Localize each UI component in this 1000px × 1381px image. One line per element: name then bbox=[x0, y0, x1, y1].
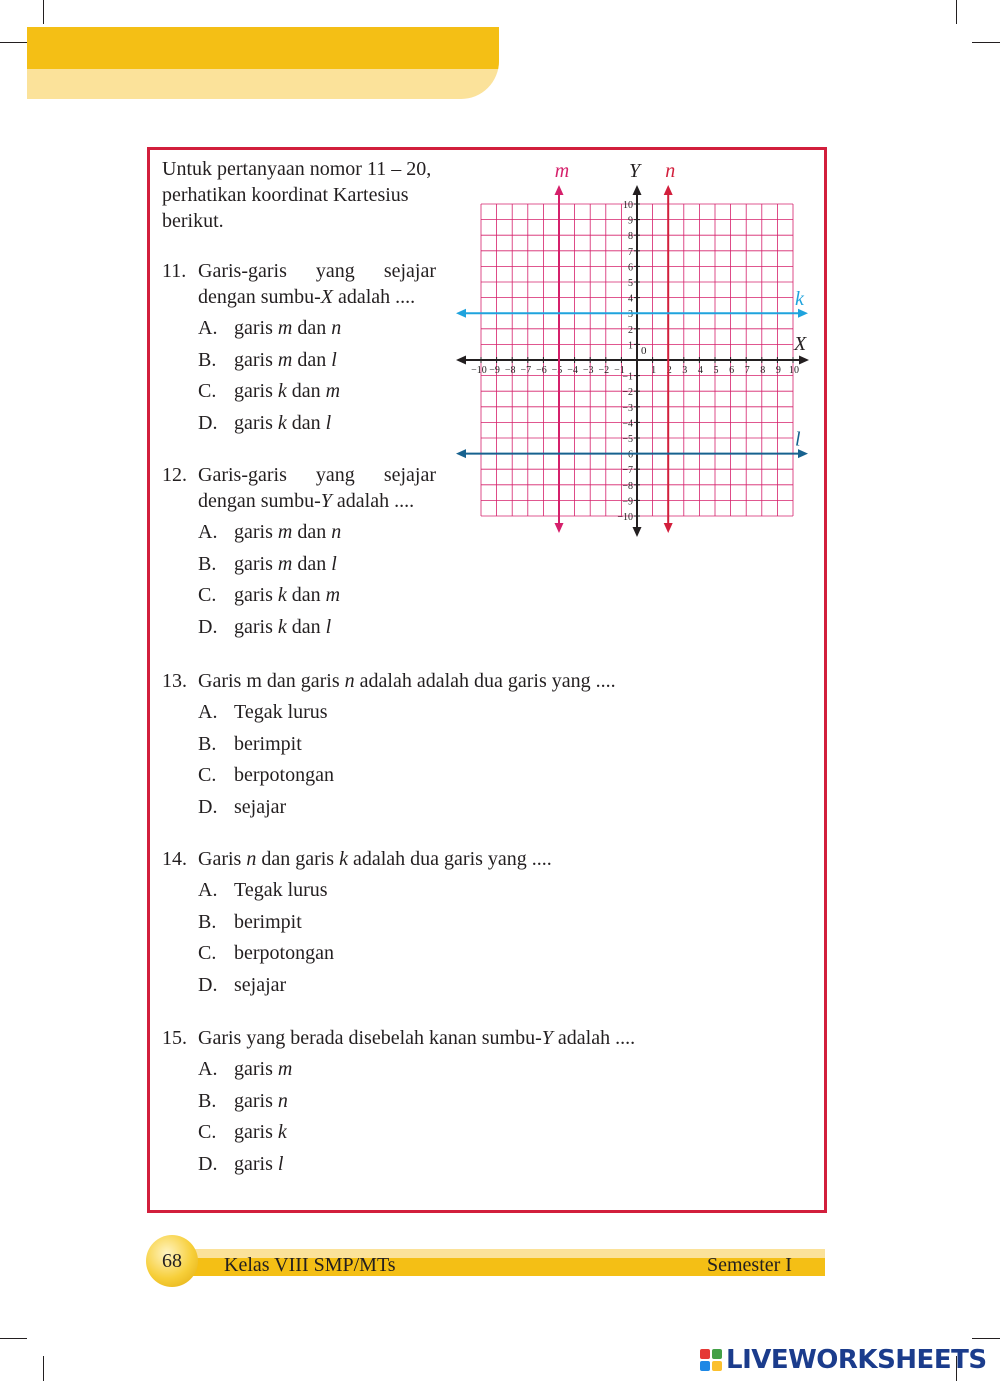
text-segment: Tegak lurus bbox=[234, 879, 328, 901]
answer-option[interactable] bbox=[162, 1086, 782, 1118]
option-letter: D. bbox=[198, 795, 218, 818]
chapter-header-band bbox=[27, 27, 499, 99]
line-l-label: l bbox=[795, 428, 801, 451]
question-text bbox=[198, 258, 436, 310]
option-letter: A. bbox=[198, 879, 218, 901]
option-letter: C. bbox=[198, 1121, 217, 1143]
option-text bbox=[234, 349, 337, 371]
text-segment: adalah .... bbox=[331, 490, 415, 512]
crop-mark bbox=[0, 1338, 27, 1339]
option-text bbox=[234, 796, 286, 818]
math-variable: Y bbox=[541, 1027, 553, 1049]
answer-option[interactable] bbox=[162, 938, 782, 970]
option-letter: C. bbox=[198, 380, 217, 402]
question-15 bbox=[162, 1025, 782, 1180]
y-tick-label: −10 bbox=[617, 512, 633, 523]
text-segment: berimpit bbox=[234, 910, 302, 933]
crop-mark bbox=[956, 0, 957, 24]
y-tick-label: 10 bbox=[623, 200, 633, 211]
y-tick-label: −3 bbox=[622, 402, 633, 414]
answer-option[interactable] bbox=[162, 580, 436, 612]
text-segment: garis bbox=[234, 1152, 278, 1175]
option-text bbox=[234, 317, 341, 339]
text-segment: garis bbox=[234, 1058, 278, 1080]
text-segment: adalah .... bbox=[332, 286, 416, 308]
math-variable: m bbox=[325, 584, 341, 606]
liveworksheets-logo bbox=[700, 1346, 987, 1374]
question-stem bbox=[162, 1025, 782, 1051]
option-text bbox=[234, 521, 341, 543]
math-variable: k bbox=[277, 1121, 287, 1143]
question-text bbox=[198, 846, 782, 872]
text-segment: Garis yang berada disebelah kanan sumbu- bbox=[198, 1027, 542, 1049]
option-letter: B. bbox=[198, 910, 217, 933]
text-segment: dan bbox=[292, 317, 332, 339]
text-segment: dan bbox=[286, 411, 326, 434]
line-m-arrow bbox=[555, 185, 564, 195]
text-segment: berpotongan bbox=[234, 942, 334, 964]
text-segment: garis bbox=[234, 380, 278, 402]
option-letter: B. bbox=[198, 732, 217, 755]
math-variable: k bbox=[339, 848, 348, 870]
math-variable: n bbox=[331, 317, 342, 339]
text-segment: garis bbox=[234, 521, 278, 543]
option-letter: A. bbox=[198, 521, 218, 543]
text-segment: berpotongan bbox=[234, 764, 334, 786]
x-tick-label: 9 bbox=[775, 365, 781, 376]
option-letter: C. bbox=[198, 584, 217, 606]
question-text bbox=[198, 668, 782, 694]
x-tick-label: 5 bbox=[713, 365, 719, 376]
answer-option[interactable] bbox=[162, 313, 436, 345]
text-segment: adalah .... bbox=[552, 1027, 636, 1049]
y-tick-label: −8 bbox=[622, 480, 633, 492]
text-segment: adalah adalah dua garis yang .... bbox=[354, 670, 616, 692]
question-14 bbox=[162, 846, 782, 1001]
math-variable: m bbox=[277, 1058, 293, 1080]
text-segment: garis bbox=[234, 1121, 278, 1143]
text-segment: adalah dua garis yang .... bbox=[347, 848, 552, 870]
x-axis-label: X bbox=[794, 333, 807, 355]
y-tick-label: 5 bbox=[628, 278, 633, 289]
text-segment: garis bbox=[234, 411, 278, 434]
crop-mark bbox=[43, 0, 44, 24]
text-segment: dan bbox=[286, 584, 326, 606]
x-axis-arrow bbox=[799, 356, 809, 365]
answer-option[interactable] bbox=[162, 875, 782, 907]
x-tick-label: −10 bbox=[471, 365, 487, 376]
x-tick-label: 10 bbox=[789, 365, 799, 376]
y-tick-label: −1 bbox=[622, 371, 633, 383]
option-letter: A. bbox=[198, 317, 218, 339]
option-text bbox=[234, 616, 331, 638]
line-k-arrow bbox=[456, 309, 466, 318]
question-13 bbox=[162, 668, 782, 823]
option-letter: D. bbox=[198, 973, 218, 996]
option-letter: D. bbox=[198, 615, 218, 638]
math-variable: m bbox=[277, 348, 293, 371]
math-variable: k bbox=[277, 584, 287, 606]
line-n-arrow bbox=[664, 523, 673, 533]
option-text bbox=[234, 911, 302, 933]
text-segment: garis bbox=[234, 615, 278, 638]
x-axis-arrow bbox=[456, 356, 466, 365]
x-tick-label: −6 bbox=[536, 365, 547, 376]
x-tick-label: 3 bbox=[682, 365, 688, 376]
text-segment: Tegak lurus bbox=[234, 701, 328, 723]
x-tick-label: 7 bbox=[744, 365, 750, 376]
x-tick-label: 8 bbox=[760, 365, 766, 376]
x-tick-label: −8 bbox=[504, 365, 516, 376]
answer-option[interactable] bbox=[162, 549, 436, 581]
math-variable: Y bbox=[320, 490, 332, 512]
x-tick-label: 4 bbox=[697, 365, 703, 376]
y-tick-label: 6 bbox=[628, 262, 633, 274]
question-number: 11. bbox=[162, 260, 187, 282]
question-number: 15. bbox=[162, 1027, 187, 1049]
answer-option[interactable] bbox=[162, 376, 436, 408]
option-text bbox=[234, 1121, 287, 1143]
option-text bbox=[234, 553, 337, 575]
text-segment: berimpit bbox=[234, 732, 302, 755]
x-tick-label: −5 bbox=[551, 365, 563, 376]
math-variable: k bbox=[277, 411, 287, 434]
y-tick-label: −5 bbox=[622, 434, 633, 445]
option-text bbox=[234, 1058, 292, 1080]
intro-text: Untuk pertanyaan nomor 11 – 20, perhatikan koordinat Kartesius berikut. bbox=[162, 158, 432, 232]
question-number: 14. bbox=[162, 848, 187, 870]
answer-option[interactable] bbox=[162, 760, 782, 792]
x-tick-label: −4 bbox=[567, 365, 578, 376]
text-segment: dan bbox=[292, 552, 332, 575]
option-text bbox=[234, 974, 286, 996]
y-tick-label: −2 bbox=[622, 387, 633, 399]
footer-semester-label: Semester I bbox=[707, 1254, 792, 1276]
question-12 bbox=[162, 462, 436, 643]
option-letter: A. bbox=[198, 701, 218, 723]
text-segment: Garis-garis yang sejajar dengan sumbu- bbox=[198, 464, 436, 512]
text-segment: dan bbox=[286, 615, 326, 638]
text-segment: garis bbox=[234, 552, 278, 575]
text-segment: Garis m dan garis bbox=[198, 670, 345, 692]
answer-option[interactable] bbox=[162, 1054, 782, 1086]
answer-options bbox=[162, 313, 436, 439]
math-variable: k bbox=[277, 380, 287, 402]
line-n-label: n bbox=[665, 160, 676, 182]
option-letter: D. bbox=[198, 1152, 218, 1175]
text-segment: Garis-garis yang sejajar dengan sumbu- bbox=[198, 260, 436, 308]
y-tick-label: 3 bbox=[628, 309, 633, 321]
x-tick-label: −7 bbox=[520, 365, 532, 376]
x-tick-label: 6 bbox=[729, 365, 735, 376]
text-segment: garis bbox=[234, 348, 278, 371]
text-segment: dan bbox=[292, 521, 332, 543]
x-tick-label: −3 bbox=[582, 365, 594, 376]
option-text bbox=[234, 942, 334, 964]
option-text bbox=[234, 1090, 288, 1112]
question-text bbox=[198, 1025, 782, 1051]
crop-mark bbox=[0, 42, 27, 43]
question-stem bbox=[162, 846, 782, 872]
cartesian-graph bbox=[440, 155, 815, 540]
answer-option[interactable] bbox=[162, 729, 782, 761]
text-segment: garis bbox=[234, 584, 278, 606]
answer-option[interactable] bbox=[162, 792, 782, 824]
y-tick-label: 4 bbox=[628, 293, 633, 305]
answer-options bbox=[162, 875, 782, 1001]
x-tick-label: 2 bbox=[666, 365, 672, 376]
text-segment: dan garis bbox=[256, 848, 340, 870]
math-variable: n bbox=[344, 670, 355, 692]
answer-options bbox=[162, 1054, 782, 1180]
math-variable: n bbox=[277, 1089, 288, 1112]
crop-mark bbox=[972, 42, 1000, 43]
crop-mark bbox=[43, 1356, 44, 1381]
question-stem bbox=[162, 462, 436, 514]
x-tick-label: −1 bbox=[614, 365, 625, 376]
x-tick-label: −2 bbox=[598, 365, 610, 376]
y-tick-label: 7 bbox=[628, 246, 633, 258]
brand-name: LIVEWORKSHEETS bbox=[726, 1345, 987, 1375]
answer-option[interactable] bbox=[162, 907, 782, 939]
math-variable: l bbox=[325, 411, 332, 434]
option-text bbox=[234, 380, 340, 402]
text-segment: Garis bbox=[198, 848, 247, 870]
answer-option[interactable] bbox=[162, 517, 436, 549]
math-variable: n bbox=[246, 848, 257, 870]
text-segment: sejajar bbox=[234, 795, 287, 818]
option-letter: B. bbox=[198, 552, 217, 575]
line-k-label: k bbox=[795, 288, 804, 311]
option-text bbox=[234, 764, 334, 786]
answer-option[interactable] bbox=[162, 345, 436, 377]
math-variable: l bbox=[325, 615, 332, 638]
y-axis-arrow bbox=[633, 185, 642, 195]
option-text bbox=[234, 879, 328, 901]
math-variable: m bbox=[277, 521, 293, 543]
math-variable: l bbox=[277, 1152, 284, 1175]
math-variable: k bbox=[277, 615, 287, 638]
footer-class-label: Kelas VIII SMP/MTs bbox=[224, 1254, 396, 1276]
question-stem bbox=[162, 258, 436, 310]
math-variable: l bbox=[331, 348, 337, 371]
answer-option[interactable] bbox=[162, 697, 782, 729]
option-letter: C. bbox=[198, 942, 217, 964]
question-stem bbox=[162, 668, 782, 694]
y-axis-arrow bbox=[633, 527, 642, 537]
line-m-arrow bbox=[555, 523, 564, 533]
y-tick-label: −7 bbox=[622, 465, 633, 477]
answer-option[interactable] bbox=[162, 1149, 782, 1181]
text-segment: dan bbox=[286, 380, 326, 402]
crop-mark bbox=[972, 1338, 1000, 1339]
answer-option[interactable] bbox=[162, 612, 436, 644]
math-variable: m bbox=[277, 552, 293, 575]
text-segment: sejajar bbox=[234, 973, 287, 996]
question-number: 12. bbox=[162, 464, 187, 486]
option-letter: C. bbox=[198, 764, 217, 786]
text-segment: garis bbox=[234, 1089, 278, 1112]
option-letter: B. bbox=[198, 1089, 217, 1112]
answer-options bbox=[162, 697, 782, 823]
y-tick-label: −4 bbox=[622, 418, 633, 430]
y-tick-label: 9 bbox=[628, 215, 633, 227]
y-axis-label: Y bbox=[629, 160, 641, 182]
question-text bbox=[198, 462, 436, 514]
option-text bbox=[234, 1153, 283, 1175]
math-variable: l bbox=[331, 552, 337, 575]
answer-options bbox=[162, 517, 436, 643]
x-tick-label: 1 bbox=[651, 365, 657, 376]
origin-label: 0 bbox=[641, 345, 647, 357]
math-variable: n bbox=[331, 521, 342, 543]
answer-option[interactable] bbox=[162, 1117, 782, 1149]
y-tick-label: −6 bbox=[622, 449, 633, 461]
option-letter: D. bbox=[198, 411, 218, 434]
line-l-arrow bbox=[456, 449, 466, 458]
line-m-label: m bbox=[554, 160, 570, 182]
option-text bbox=[234, 701, 328, 723]
question-11 bbox=[162, 258, 436, 439]
x-tick-label: −9 bbox=[489, 365, 500, 376]
math-variable: m bbox=[325, 380, 341, 402]
question-number: 13. bbox=[162, 670, 187, 692]
answer-option[interactable] bbox=[162, 408, 436, 440]
line-n-arrow bbox=[664, 185, 673, 195]
option-text bbox=[234, 412, 331, 434]
answer-option[interactable] bbox=[162, 970, 782, 1002]
option-letter: A. bbox=[198, 1058, 218, 1080]
y-tick-label: 1 bbox=[628, 340, 633, 352]
y-tick-label: −9 bbox=[622, 496, 633, 508]
y-tick-label: 2 bbox=[628, 324, 633, 336]
option-letter: B. bbox=[198, 348, 217, 371]
option-text bbox=[234, 584, 340, 606]
logo-icon bbox=[700, 1349, 722, 1371]
math-variable: X bbox=[320, 286, 333, 308]
math-variable: m bbox=[277, 317, 293, 339]
option-text bbox=[234, 733, 302, 755]
page-number: 68 bbox=[146, 1235, 198, 1287]
text-segment: garis bbox=[234, 317, 278, 339]
text-segment: dan bbox=[292, 348, 332, 371]
y-tick-label: 8 bbox=[628, 231, 633, 243]
